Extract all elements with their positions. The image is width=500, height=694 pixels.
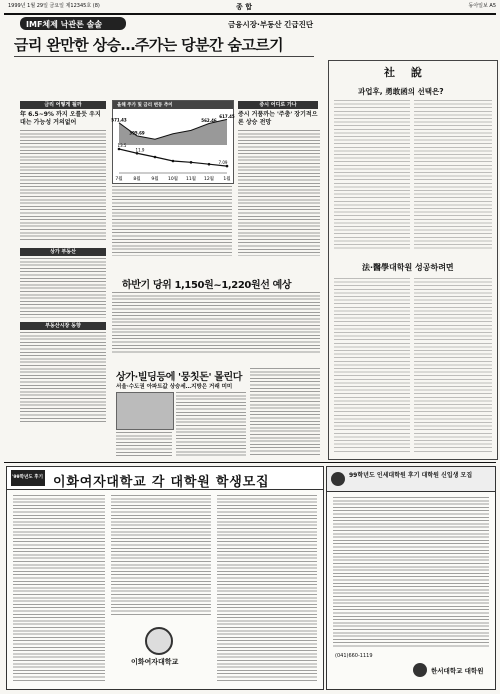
shop-body-3 — [116, 432, 172, 456]
chart-point-series-2 — [118, 148, 121, 151]
ewha-col-2 — [111, 495, 211, 615]
editorial-title-1: 과업후, 勇敢函의 선택은? — [358, 87, 444, 96]
editorial-title-2: 法·醫學대학원 성공하려면 — [362, 263, 454, 272]
chart-point-series-2 — [226, 165, 229, 168]
chart-tick-label: 12월 — [203, 177, 215, 182]
ewha-col-3 — [217, 495, 317, 681]
kicker-text: IMF체제 낙관론 솔솔 — [26, 20, 103, 29]
editorial-body-2b — [414, 278, 492, 454]
editorial-body-1a — [334, 100, 410, 250]
chart-point-series-2 — [172, 160, 175, 163]
ewha-ad — [6, 466, 324, 690]
ewha-col-1 — [13, 495, 105, 681]
ewha-logo: 이화여자대학교 — [131, 658, 179, 666]
box3-title: 상가 부동산 — [20, 248, 106, 256]
page-header — [0, 0, 500, 14]
ewha-emblem — [145, 627, 173, 655]
headline-rule — [14, 56, 314, 57]
shop-headline: 상가·빌딩등에 '뭉칫돈' 몰린다 — [116, 372, 243, 383]
chart-data-label: 7.09 — [218, 160, 228, 166]
main-headline: 금리 완만한 상승…주가는 당분간 숨고르기 — [14, 36, 284, 54]
box2-body — [238, 130, 320, 256]
chart-point-series-2 — [208, 163, 211, 166]
chart-tick-label: 11월 — [185, 177, 197, 182]
chart-svg — [113, 109, 233, 183]
chart-tick-label: 9월 — [151, 177, 159, 182]
box4-title: 부동산시장 동향 — [20, 322, 106, 330]
hanseo-phone: (041)660-1119 — [335, 653, 373, 659]
shop-photo — [116, 392, 174, 430]
center-body-1 — [112, 186, 232, 256]
hanseo-logo: 한서대학교 대학원 — [431, 667, 484, 675]
chart-data-label: 562.46 — [201, 118, 217, 124]
ewha-banner-title: 이화여자대학교 각 대학원 학생모집 — [53, 475, 270, 490]
box3-body — [20, 258, 106, 318]
hanseo-title: 99학년도 인세대학원 후기 대학원 신입생 모집 — [349, 472, 473, 479]
ad-divider — [4, 462, 496, 463]
ewha-year: '99학년도 후기 — [12, 475, 43, 480]
chart-point-series-2 — [154, 156, 157, 159]
shop-sub: 서울·수도권 아파트값 상승세…지방은 거래 미미 — [116, 384, 233, 390]
box2-title: 증시 어디로 가나 — [238, 101, 318, 109]
chart-tick-label: 1월 — [223, 177, 231, 182]
chart-tick-label: 7월 — [115, 177, 123, 182]
hanseo-emblem — [331, 472, 345, 486]
hanseo-ad — [326, 466, 496, 690]
chart-title: 올해 주가 및 금리 변동 추이 — [117, 103, 173, 108]
chart-data-label: 617.45 — [219, 113, 235, 119]
header-rule — [4, 13, 496, 15]
chart-data-label: 13.5 — [117, 143, 127, 148]
editorial-body-1b — [414, 100, 492, 250]
chart-data-label: 571.43 — [111, 117, 127, 123]
chart — [112, 100, 234, 184]
box2-lead: 증시 거품까는 '주춤' 장기적으론 상승 전망 — [238, 111, 318, 126]
chart-point-series-2 — [190, 161, 193, 164]
box1-title: 금리 어떻게 될까 — [20, 101, 106, 109]
editorial-label: 社 說 — [384, 66, 428, 79]
shop-body-1 — [176, 392, 246, 456]
editorial-body-2a — [334, 278, 410, 454]
chart-tick-label: 10월 — [167, 177, 179, 182]
hanseo-logo-emblem — [413, 663, 427, 677]
chart-tick-label: 8월 — [133, 177, 141, 182]
subkicker: 금융시장·부동산 긴급진단 — [228, 20, 314, 29]
box1-body — [20, 130, 106, 240]
box4-body — [20, 332, 106, 424]
hanseo-banner — [327, 467, 495, 492]
housing-headline: 하반기 당위 1,150원~1,220원선 예상 — [122, 280, 292, 291]
chart-point-series-2 — [136, 152, 139, 155]
header-section: 종 합 — [236, 3, 252, 11]
chart-data-label: 395.69 — [129, 130, 145, 136]
housing-body — [112, 292, 320, 354]
shop-body-2 — [250, 368, 320, 456]
chart-data-label: 11.9 — [135, 147, 145, 153]
header-date: 1999년 1월 29일 금요일 제12345호 (8) — [8, 3, 100, 9]
hanseo-body — [333, 497, 489, 647]
header-paper: 동아일보 A5 — [468, 3, 496, 9]
box1-lead: 年 6.5~9% 까지 오를듯 우지대는 가능성 거의없어 — [20, 111, 101, 126]
